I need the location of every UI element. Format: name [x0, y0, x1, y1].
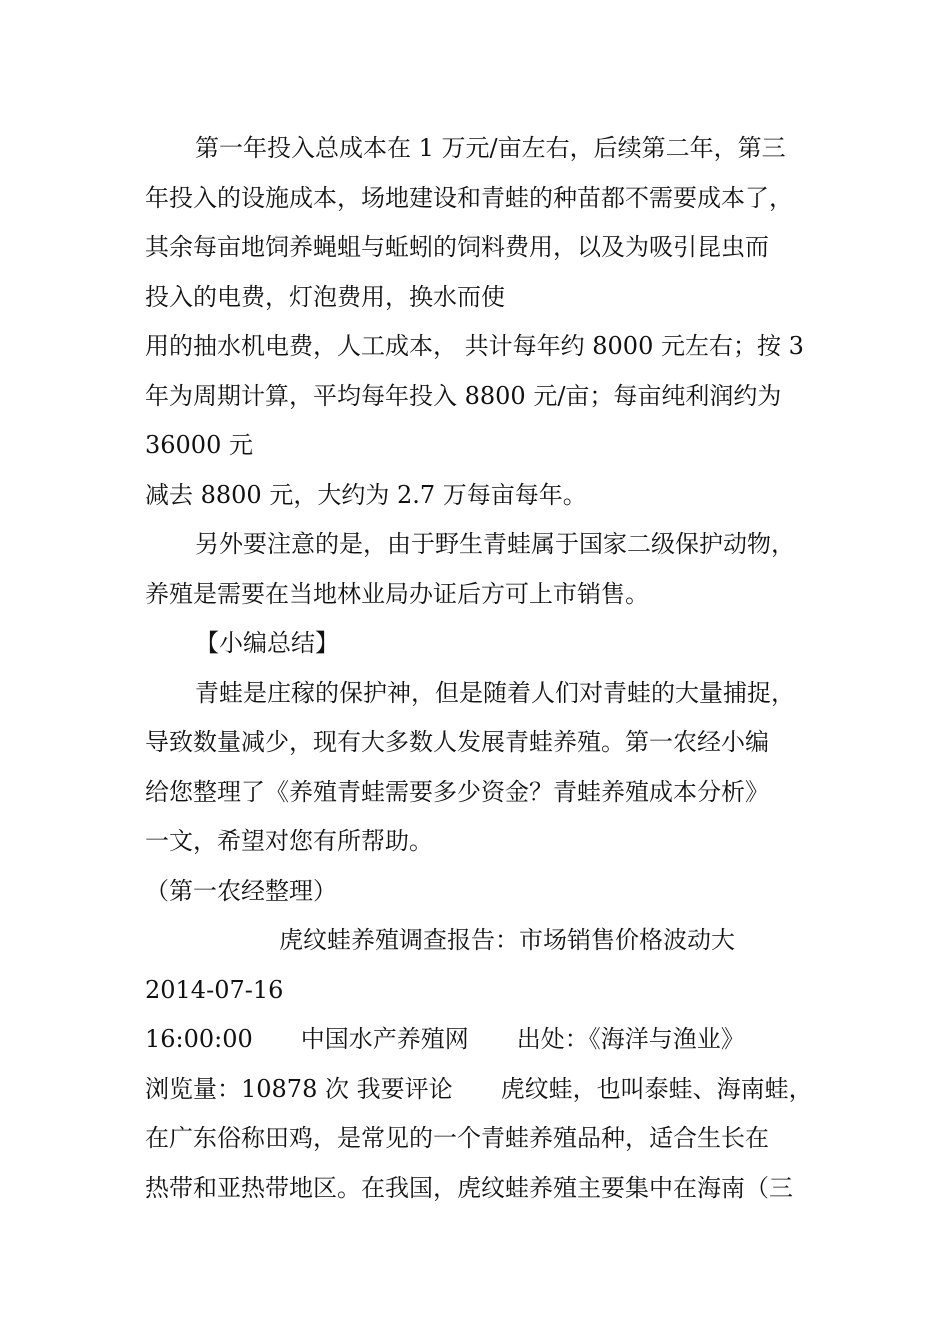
body-text-fragment: 虎纹蛙，也叫泰蛙、海南蛙， — [500, 1074, 813, 1103]
body-text-line: 第一年投入总成本在 1 万元/亩左右，后续第二年，第三 — [195, 134, 786, 162]
article-views: 浏览量：10878 次 我要评论 — [145, 1074, 453, 1103]
body-text-line: 给您整理了《养殖青蛙需要多少资金？青蛙养殖成本分析》 — [145, 777, 769, 806]
summary-heading: 【小编总结】 — [195, 629, 339, 657]
source-note: （第一农经整理） — [145, 876, 337, 905]
article-title: 虎纹蛙养殖调查报告：市场销售价格波动大 — [279, 926, 735, 954]
document-page — [145, 124, 817, 1213]
article-origin: 出处：《海洋与渔业》 — [516, 1025, 745, 1053]
body-text-line: 减去 8800 元，大约为 2.7 万每亩每年。 — [145, 480, 587, 509]
body-text-line: 养殖是需要在当地林业局办证后方可上市销售。 — [145, 579, 649, 608]
body-text-line: 导致数量减少，现有大多数人发展青蛙养殖。第一农经小编 — [145, 728, 769, 756]
article-date: 2014-07-16 — [145, 975, 284, 1004]
body-text-line: 年投入的设施成本，场地建设和青蛙的种苗都不需要成本了， — [145, 183, 793, 212]
body-text-line: 年为周期计算，平均每年投入 8800 元/亩；每亩纯利润约为 — [145, 381, 782, 410]
article-meta-line — [145, 1015, 817, 1065]
article-time: 16:00:00 — [145, 1025, 253, 1053]
body-text-line: 一文，希望对您有所帮助。 — [145, 827, 433, 855]
body-text-line: 另外要注意的是，由于野生青蛙属于国家二级保护动物， — [195, 530, 795, 558]
body-text-line: 热带和亚热带地区。在我国，虎纹蛙养殖主要集中在海南（三 — [145, 1173, 793, 1202]
body-text-line: 投入的电费，灯泡费用，换水而使 — [145, 282, 505, 311]
body-text-line: 青蛙是庄稼的保护神，但是随着人们对青蛙的大量捕捉， — [195, 678, 795, 707]
body-text-line: 在广东俗称田鸡，是常见的一个青蛙养殖品种，适合生长在 — [145, 1124, 769, 1152]
body-text-line: 其余每亩地饲养蝇蛆与蚯蚓的饲料费用，以及为吸引昆虫而 — [145, 233, 769, 261]
article-site: 中国水产养殖网 — [300, 1025, 469, 1053]
body-text-line: 36000 元 — [145, 431, 253, 459]
body-text-line: 用的抽水机电费，人工成本， 共计每年约 8000 元左右；按 3 — [145, 332, 804, 360]
article-views-line — [145, 1065, 817, 1115]
